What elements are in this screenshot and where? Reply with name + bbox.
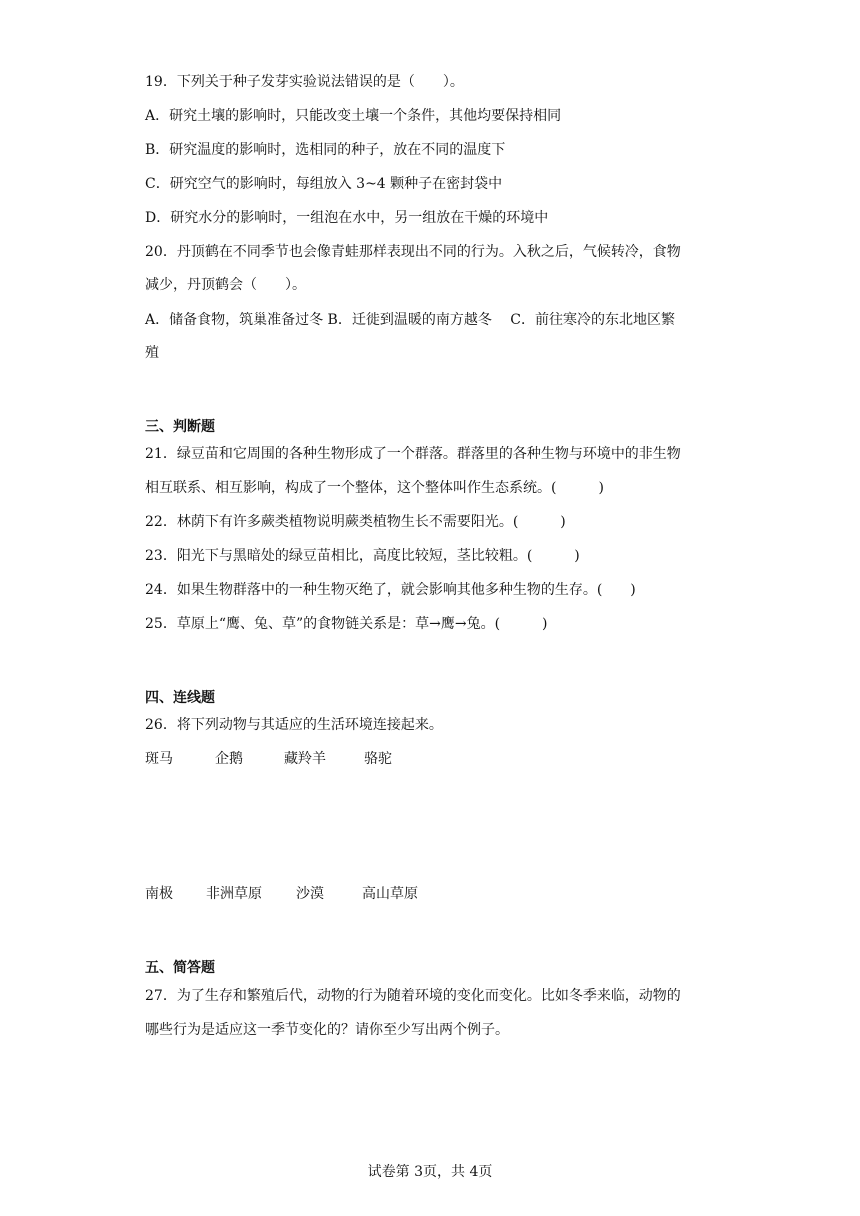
animal-item: 企鹅 [215,751,243,767]
question-22: 22．林荫下有许多蕨类植物说明蕨类植物生长不需要阳光。( ) [145,514,566,530]
question-24: 24．如果生物群落中的一种生物灭绝了，就会影响其他多种生物的生存。( ) [145,582,636,598]
question-20-options-line-2: 殖 [145,345,159,361]
question-19-option-d: D．研究水分的影响时，一组泡在水中，另一组放在干燥的环境中 [145,210,549,226]
question-23: 23．阳光下与黑暗处的绿豆苗相比，高度比较短，茎比较粗。( ) [145,548,580,564]
animal-item: 骆驼 [364,751,392,767]
question-21-line-1: 21．绿豆苗和它周围的各种生物形成了一个群落。群落里的各种生物与环境中的非生物 [145,446,681,462]
question-19-option-b: B．研究温度的影响时，选相同的种子，放在不同的温度下 [145,142,506,158]
section-3-heading: 三、判断题 [145,419,215,435]
page-footer: 试卷第 3页，共 4页 [367,1164,493,1180]
habitat-item: 高山草原 [362,886,418,902]
question-19-stem: 19．下列关于种子发芽实验说法错误的是（ ）。 [145,74,464,90]
question-19-option-a: A．研究土壤的影响时，只能改变土壤一个条件，其他均要保持相同 [145,108,562,124]
question-20-stem-line-2: 减少，丹顶鹤会（ ）。 [145,277,306,293]
question-25: 25．草原上“鹰、兔、草”的食物链关系是：草→鹰→兔。( ) [145,616,548,632]
animal-item: 斑马 [145,751,173,767]
question-27-line-1: 27．为了生存和繁殖后代，动物的行为随着环境的变化而变化。比如冬季来临，动物的 [145,988,681,1004]
section-4-heading: 四、连线题 [145,690,215,706]
question-26: 26．将下列动物与其适应的生活环境连接起来。 [145,717,443,733]
habitat-item: 沙漠 [296,886,324,902]
animal-item: 藏羚羊 [284,751,326,767]
question-19-option-c: C．研究空气的影响时，每组放入 3~4 颗种子在密封袋中 [145,176,503,192]
question-20-options-line-1: A．储备食物，筑巢准备过冬 B．迁徙到温暖的南方越冬 C．前往寒冷的东北地区繁 [145,312,676,328]
habitat-item: 南极 [145,886,173,902]
question-20-stem-line-1: 20．丹顶鹤在不同季节也会像青蛙那样表现出不同的行为。入秋之后，气候转冷，食物 [145,244,681,260]
question-21-line-2: 相互联系、相互影响，构成了一个整体，这个整体叫作生态系统。( ) [145,480,604,496]
question-27-line-2: 哪些行为是适应这一季节变化的？请你至少写出两个例子。 [145,1022,509,1038]
section-5-heading: 五、简答题 [145,960,215,976]
habitat-item: 非洲草原 [206,886,262,902]
